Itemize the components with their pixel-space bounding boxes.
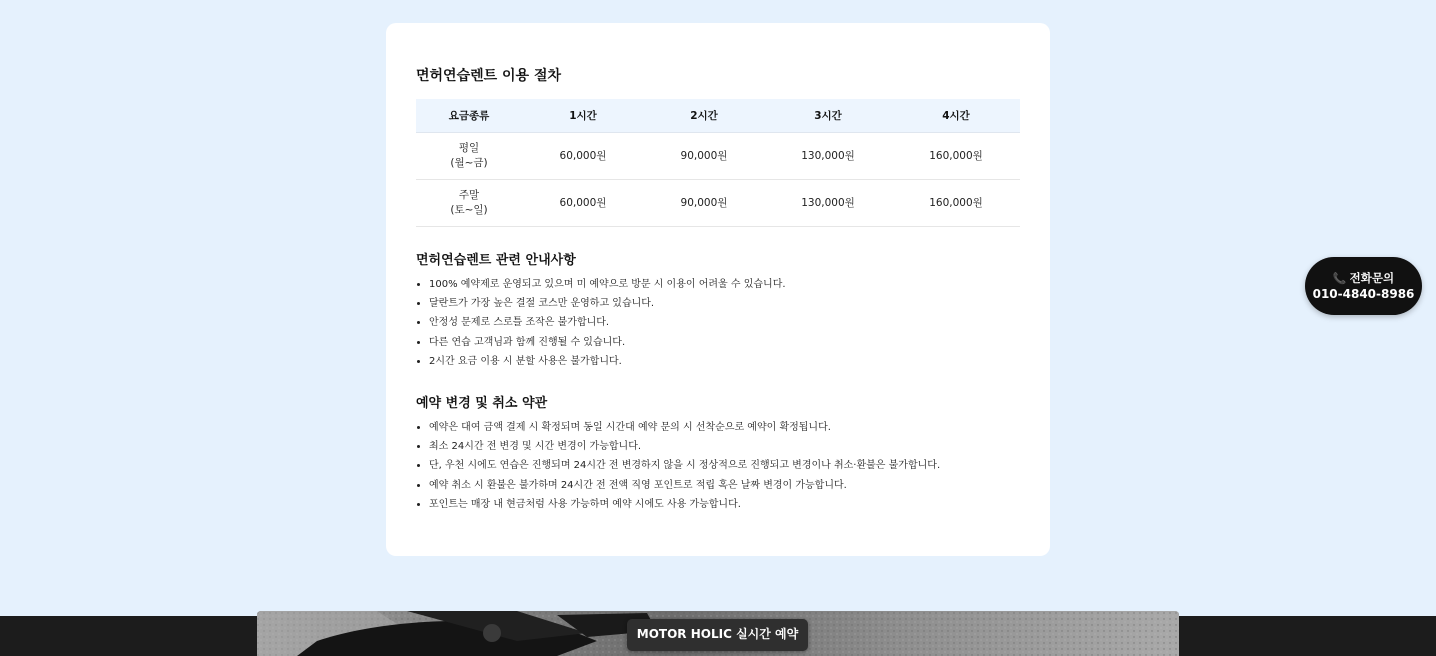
day-type-label: 주말 — [458, 189, 480, 201]
header-3-hours: 3시간 — [764, 99, 892, 133]
policy-title: 예약 변경 및 취소 약관 — [416, 396, 548, 411]
day-type-cell — [416, 180, 522, 227]
header-2-hours: 2시간 — [644, 99, 764, 133]
list-item: • 예약 취소 시 환불은 불가하며 24시간 전 전액 직영 포인트로 적립 혹은 날짜 변경이 가능합니다. — [429, 476, 1039, 495]
header-4-hours: 4시간 — [892, 99, 1020, 133]
header-1-hour: 1시간 — [522, 99, 644, 133]
info-card — [386, 23, 1050, 556]
day-type-label: 평일 — [458, 142, 480, 154]
price-cell: 90,000원 — [644, 133, 764, 180]
realtime-reservation-button[interactable]: MOTOR HOLIC 실시간 예약 — [627, 619, 808, 651]
list-item: • 100% 예약제로 운영되고 있으며 미 예약으로 방문 시 이용이 어려울 수 있습니다. — [429, 275, 1039, 294]
rate-table-header-row — [416, 99, 1020, 133]
price-cell: 130,000원 — [764, 180, 892, 227]
list-item: • 달란트가 가장 높은 결절 코스만 운영하고 있습니다. — [429, 294, 1039, 313]
table-row — [416, 133, 1020, 180]
day-type-cell — [416, 133, 522, 180]
price-cell: 90,000원 — [644, 180, 764, 227]
list-item: • 최소 24시간 전 변경 및 시간 변경이 가능합니다. — [429, 437, 1039, 456]
day-range-label: (토~일) — [450, 204, 488, 216]
table-row — [416, 180, 1020, 227]
notice-list — [416, 275, 1039, 371]
price-cell: 160,000원 — [892, 180, 1020, 227]
list-item: • 다른 연습 고객님과 함께 진행될 수 있습니다. — [429, 333, 1039, 352]
price-cell: 60,000원 — [522, 133, 644, 180]
phone-icon: 📞 — [1332, 272, 1347, 285]
procedure-title: 면허연습렌트 이용 절차 — [416, 68, 561, 84]
day-range-label: (월~금) — [450, 157, 488, 169]
policy-list — [416, 418, 1039, 514]
price-cell: 60,000원 — [522, 180, 644, 227]
list-item: • 포인트는 매장 내 현금처럼 사용 가능하며 예약 시에도 사용 가능합니다. — [429, 495, 1039, 514]
list-item: • 안정성 문제로 스로틀 조작은 불가합니다. — [429, 313, 1039, 332]
list-item: • 단, 우천 시에도 연습은 진행되며 24시간 전 변경하지 않을 시 정상적으로 진행되고 변경이나 취소·환불은 불가합니다. — [429, 456, 1039, 475]
phone-inquiry-label-row — [1305, 271, 1422, 286]
list-item: • 2시간 요금 이용 시 분할 사용은 불가합니다. — [429, 352, 1039, 371]
phone-inquiry-label: 전화문의 — [1349, 271, 1395, 285]
notice-title: 면허연습렌트 관련 안내사항 — [416, 253, 576, 268]
price-cell: 130,000원 — [764, 133, 892, 180]
list-item: • 예약은 대여 금액 결제 시 확정되며 동일 시간대 예약 문의 시 선착순으로 예약이 확정됩니다. — [429, 418, 1039, 437]
phone-number: 010-4840-8986 — [1312, 287, 1415, 301]
header-rate-type: 요금종류 — [416, 99, 522, 133]
phone-inquiry-button[interactable] — [1305, 257, 1422, 315]
price-cell: 160,000원 — [892, 133, 1020, 180]
rate-table — [416, 99, 1020, 227]
